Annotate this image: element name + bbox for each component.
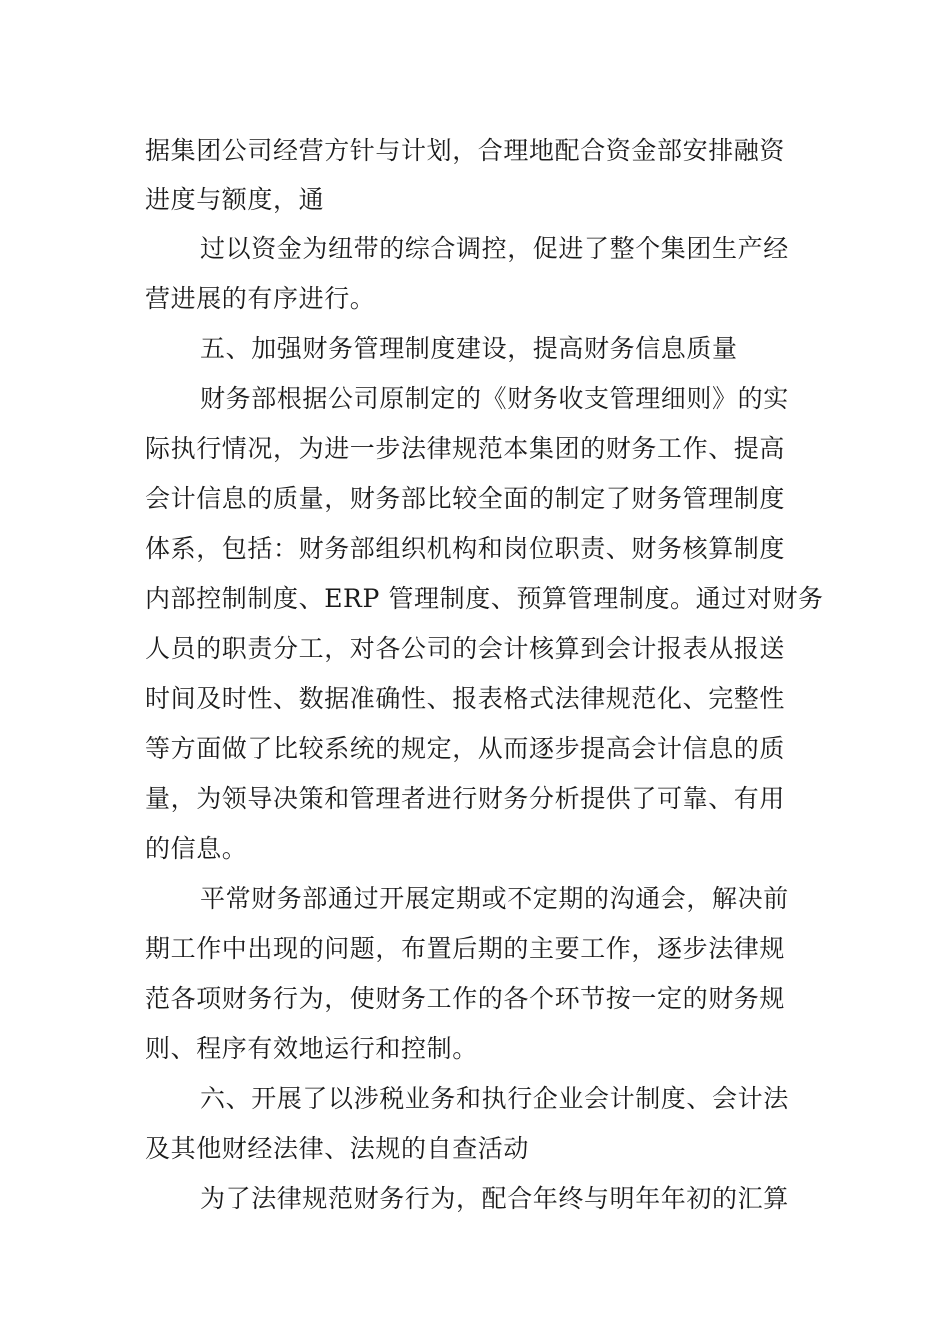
text-line: 及其他财经法律、法规的自查活动 (145, 1134, 530, 1163)
text-line: 体系，包括：财务部组织机构和岗位职责、财务核算制度 (145, 534, 786, 563)
text-line: 等方面做了比较系统的规定，从而逐步提高会计信息的质 (145, 734, 786, 763)
text-line: 过以资金为纽带的综合调控，促进了整个集团生产经 (200, 234, 789, 263)
text-line: 营进展的有序进行。 (145, 284, 376, 313)
text-line: 内部控制制度、ERP 管理制度、预算管理制度。通过对财务 (145, 584, 824, 613)
text-line: 际执行情况，为进一步法律规范本集团的财务工作、提高 (145, 434, 786, 463)
text-line: 范各项财务行为，使财务工作的各个环节按一定的财务规 (145, 984, 786, 1013)
text-line: 据集团公司经营方针与计划，合理地配合资金部安排融资 (145, 136, 786, 165)
text-line: 期工作中出现的问题，布置后期的主要工作，逐步法律规 (145, 934, 786, 963)
text-line: 进度与额度，通 (145, 185, 325, 214)
text-line: 的信息。 (145, 834, 248, 863)
text-line: 时间及时性、数据准确性、报表格式法律规范化、完整性 (145, 684, 786, 713)
text-line: 财务部根据公司原制定的《财务收支管理细则》的实 (200, 384, 789, 413)
section-heading: 五、加强财务管理制度建设，提高财务信息质量 (200, 334, 738, 363)
text-line: 量，为领导决策和管理者进行财务分析提供了可靠、有用 (145, 784, 786, 813)
section-heading: 六、开展了以涉税业务和执行企业会计制度、会计法 (200, 1084, 789, 1113)
text-line: 平常财务部通过开展定期或不定期的沟通会，解决前 (200, 884, 789, 913)
text-line: 会计信息的质量，财务部比较全面的制定了财务管理制度 (145, 484, 786, 513)
text-line: 则、程序有效地运行和控制。 (145, 1034, 478, 1063)
text-line: 为了法律规范财务行为，配合年终与明年年初的汇算 (200, 1184, 789, 1213)
text-line: 人员的职责分工，对各公司的会计核算到会计报表从报送 (145, 634, 786, 663)
